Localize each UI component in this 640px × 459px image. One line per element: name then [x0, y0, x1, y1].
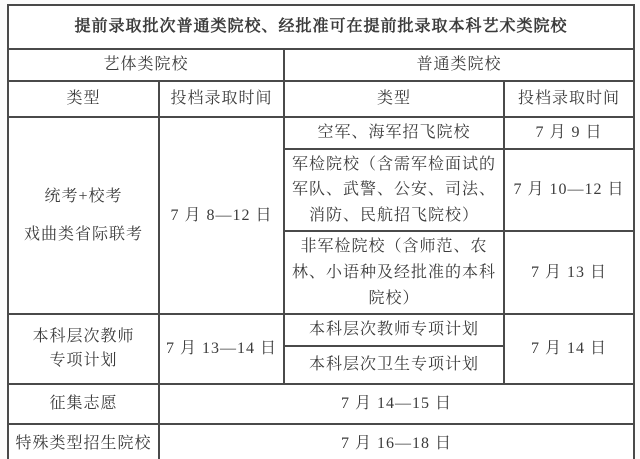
cell-art-type-unified-exam [8, 117, 159, 314]
cell-general-type-health-plan: 本科层次卫生专项计划 [284, 346, 504, 384]
cell-general-type-airforce: 空军、海军招飞院校 [284, 117, 504, 149]
group-header-general: 普通类院校 [284, 49, 634, 81]
table-row [8, 117, 634, 149]
table-title: 提前录取批次普通类院校、经批准可在提前批录取本科艺术类院校 [8, 5, 634, 49]
art-teacher-plan-line-1: 本科层次教师 [32, 327, 135, 345]
cell-time-volunteer-collection: 7 月 14—15 日 [159, 384, 634, 424]
group-header-row [8, 49, 634, 81]
art-teacher-plan-line-2: 专项计划 [49, 351, 118, 369]
cell-general-time-3: 7 月 13 日 [504, 231, 634, 314]
admission-schedule-table [7, 4, 635, 459]
cell-type-special-admission: 特殊类型招生院校 [8, 424, 159, 459]
cell-time-special-admission: 7 月 16—18 日 [159, 424, 634, 459]
cell-general-time-2: 7 月 10—12 日 [504, 149, 634, 232]
table-row [8, 314, 634, 346]
table-row [8, 384, 634, 424]
cell-art-time-1: 7 月 8—12 日 [159, 117, 284, 314]
cell-art-type-teacher-plan [8, 314, 159, 384]
cell-general-type-military-check: 军检院校（含需军检面试的军队、武警、公安、司法、消防、民航招飞院校） [284, 149, 504, 232]
art-type-line-2: 戏曲类省际联考 [23, 225, 143, 243]
cell-general-time-4: 7 月 14 日 [504, 314, 634, 384]
title-row [8, 5, 634, 49]
col-header-art-type: 类型 [8, 81, 159, 117]
table-row [8, 424, 634, 459]
cell-general-type-non-military: 非军检院校（含师范、农林、小语种及经批准的本科院校） [284, 231, 504, 314]
col-header-general-time: 投档录取时间 [504, 81, 634, 117]
col-header-general-type: 类型 [284, 81, 504, 117]
cell-general-time-1: 7 月 9 日 [504, 117, 634, 149]
cell-type-volunteer-collection: 征集志愿 [8, 384, 159, 424]
column-header-row [8, 81, 634, 117]
cell-general-type-teacher-plan: 本科层次教师专项计划 [284, 314, 504, 346]
col-header-art-time: 投档录取时间 [159, 81, 284, 117]
art-type-line-1: 统考+校考 [44, 187, 123, 205]
group-header-art: 艺体类院校 [8, 49, 284, 81]
cell-art-time-2: 7 月 13—14 日 [159, 314, 284, 384]
